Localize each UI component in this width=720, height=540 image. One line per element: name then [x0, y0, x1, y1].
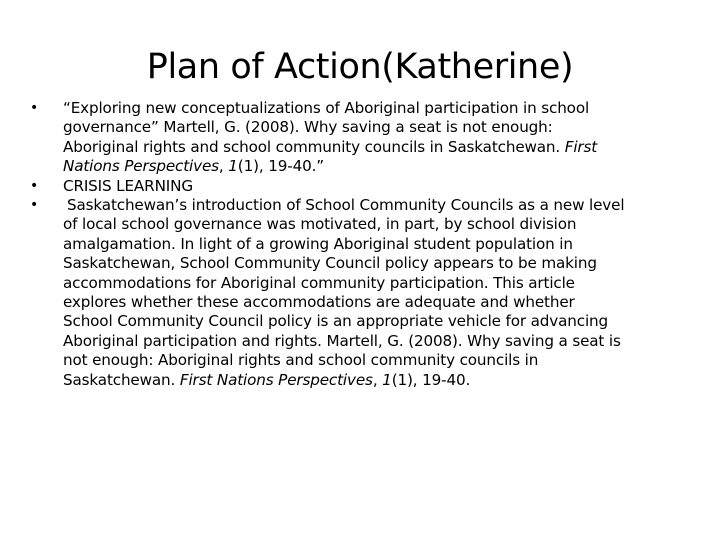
- bullet-text-line: [63, 157, 690, 176]
- bullet-text-line: [63, 293, 690, 312]
- bullet-marker: •: [30, 100, 39, 116]
- bullet-text-line: [63, 235, 690, 254]
- bullet-marker: •: [30, 177, 39, 194]
- text-run: not enough: Aboriginal rights and school community councils in: [63, 351, 539, 370]
- italic-text: 1: [382, 370, 392, 389]
- text-run: amalgamation. In light of a growing Aboriginal student population in: [63, 234, 573, 253]
- bullet-text-line: [63, 118, 690, 137]
- bullet-text-line: [63, 177, 690, 196]
- text-run: Saskatchewan, School Community Council policy appears to be making: [63, 254, 597, 273]
- text-run: accommodations for Aboriginal community participation. This article: [63, 273, 575, 292]
- bullet-marker: •: [30, 197, 39, 214]
- text-run: of local school governance was motivated, in part, by school division: [63, 215, 577, 234]
- text-run: (1), 19-40.”: [237, 157, 324, 176]
- bullet-text-line: [63, 196, 690, 215]
- italic-text: 1: [228, 157, 238, 176]
- italic-text: First Nations Perspectives: [179, 370, 373, 389]
- text-run: Aboriginal rights and school community councils in Saskatchewan.: [63, 137, 565, 156]
- text-run: (1), 19-40.: [391, 370, 471, 389]
- text-run: Saskatchewan.: [63, 370, 180, 389]
- bullet-text-line: [63, 254, 690, 273]
- slide-title: Plan of Action(Katherine): [146, 47, 574, 87]
- bullet-text-line: [63, 274, 690, 293]
- text-run: ,: [372, 370, 383, 389]
- text-run: CRISIS LEARNING: [63, 176, 193, 195]
- bullet-text-line: [63, 312, 690, 331]
- bullet-text-line: [63, 99, 690, 118]
- bullet-text-line: [63, 371, 690, 390]
- bullet-item: [30, 177, 690, 196]
- bullet-list: [30, 99, 690, 390]
- text-run: ,: [218, 157, 229, 176]
- text-run: explores whether these accommodations are adequate and whether: [63, 293, 575, 312]
- bullet-item: [30, 99, 690, 177]
- text-run: “Exploring new conceptualizations of Aboriginal participation in school: [63, 99, 590, 117]
- text-run: School Community Council policy is an appropriate vehicle for advancing: [63, 312, 609, 331]
- bullet-text-line: [63, 215, 690, 234]
- italic-text: First: [564, 137, 598, 156]
- text-run: governance” Martell, G. (2008). Why saving a seat is not enough:: [63, 118, 553, 137]
- bullet-text-line: [63, 351, 690, 370]
- bullet-text-line: [63, 138, 690, 157]
- text-run: Saskatchewan’s introduction of School Community Councils as a new level: [67, 196, 625, 215]
- bullet-item: [30, 196, 690, 390]
- text-run: Aboriginal participation and rights. Martell, G. (2008). Why saving a seat is: [63, 331, 621, 350]
- bullet-text-line: [63, 332, 690, 351]
- italic-text: Nations Perspectives: [63, 157, 219, 176]
